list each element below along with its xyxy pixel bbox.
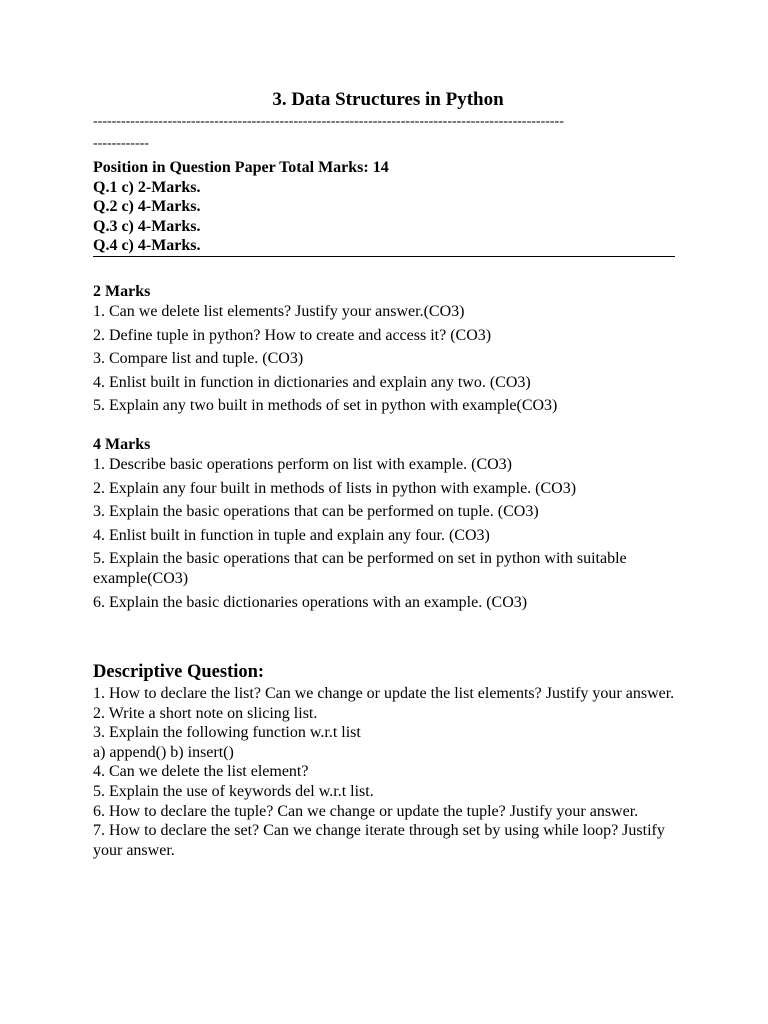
question-item: 3. Explain the following function w.r.t list [93, 724, 361, 742]
question-item: 3. Compare list and tuple. (CO3) [93, 350, 304, 367]
question-item: 4. Enlist built in function in dictionaries and explain any two. (CO3) [93, 373, 531, 391]
descriptive-section [93, 660, 683, 860]
marks-heading: Position in Question Paper Total Marks: 14 [93, 159, 389, 176]
question-item: 7. How to declare the set? Can we change iterate through set by using while loop? Justify [93, 822, 665, 840]
question-item: 4. Can we delete the list element? [93, 763, 309, 781]
marks-item: Q.1 c) 2-Marks. [93, 178, 201, 196]
section-heading-2-marks: 2 Marks [93, 283, 151, 300]
question-item: 1. Describe basic operations perform on list with example. (CO3) [93, 456, 512, 473]
question-item: 2. Explain any four built in methods of lists in python with example. (CO3) [93, 479, 577, 497]
question-item: 5. Explain the basic operations that can be performed on set in python with suitable example(CO3) [93, 550, 627, 587]
two-marks-section [93, 282, 683, 420]
question-item: 2. Define tuple in python? How to create and access it? (CO3) [93, 326, 492, 344]
document-title: 3. Data Structures in Python [272, 89, 504, 110]
question-item: 2. Write a short note on slicing list. [93, 704, 318, 722]
marks-item: Q.3 c) 4-Marks. [93, 217, 201, 235]
separator-dashes-2: ------------ [93, 136, 149, 151]
section-heading-4-marks: 4 Marks [93, 436, 151, 453]
question-item: a) append() b) insert() [93, 743, 234, 761]
question-item: 6. Explain the basic dictionaries operations with an example. (CO3) [93, 593, 528, 611]
horizontal-rule [93, 256, 675, 257]
question-item: 1. How to declare the list? Can we change or update the list elements? Justify your answer. [93, 685, 675, 702]
separator-dashes-1: ----------------------------------------------------------------------------------------------------- [93, 114, 564, 129]
marks-item: Q.4 c) 4-Marks. [93, 237, 201, 254]
four-marks-section [93, 435, 683, 616]
question-item: 4. Enlist built in function in tuple and explain any four. (CO3) [93, 526, 490, 544]
question-item: 5. Explain the use of keywords del w.r.t list. [93, 782, 374, 800]
marks-distribution [93, 158, 683, 256]
question-item: 1. Can we delete list elements? Justify your answer.(CO3) [93, 303, 465, 320]
question-item: your answer. [93, 841, 175, 859]
question-item: 6. How to declare the tuple? Can we change or update the tuple? Justify your answer. [93, 802, 639, 820]
marks-item: Q.2 c) 4-Marks. [93, 198, 201, 215]
section-heading-descriptive: Descriptive Question: [93, 662, 265, 682]
question-item: 5. Explain any two built in methods of set in python with example(CO3) [93, 397, 558, 414]
question-item: 3. Explain the basic operations that can be performed on tuple. (CO3) [93, 503, 539, 520]
